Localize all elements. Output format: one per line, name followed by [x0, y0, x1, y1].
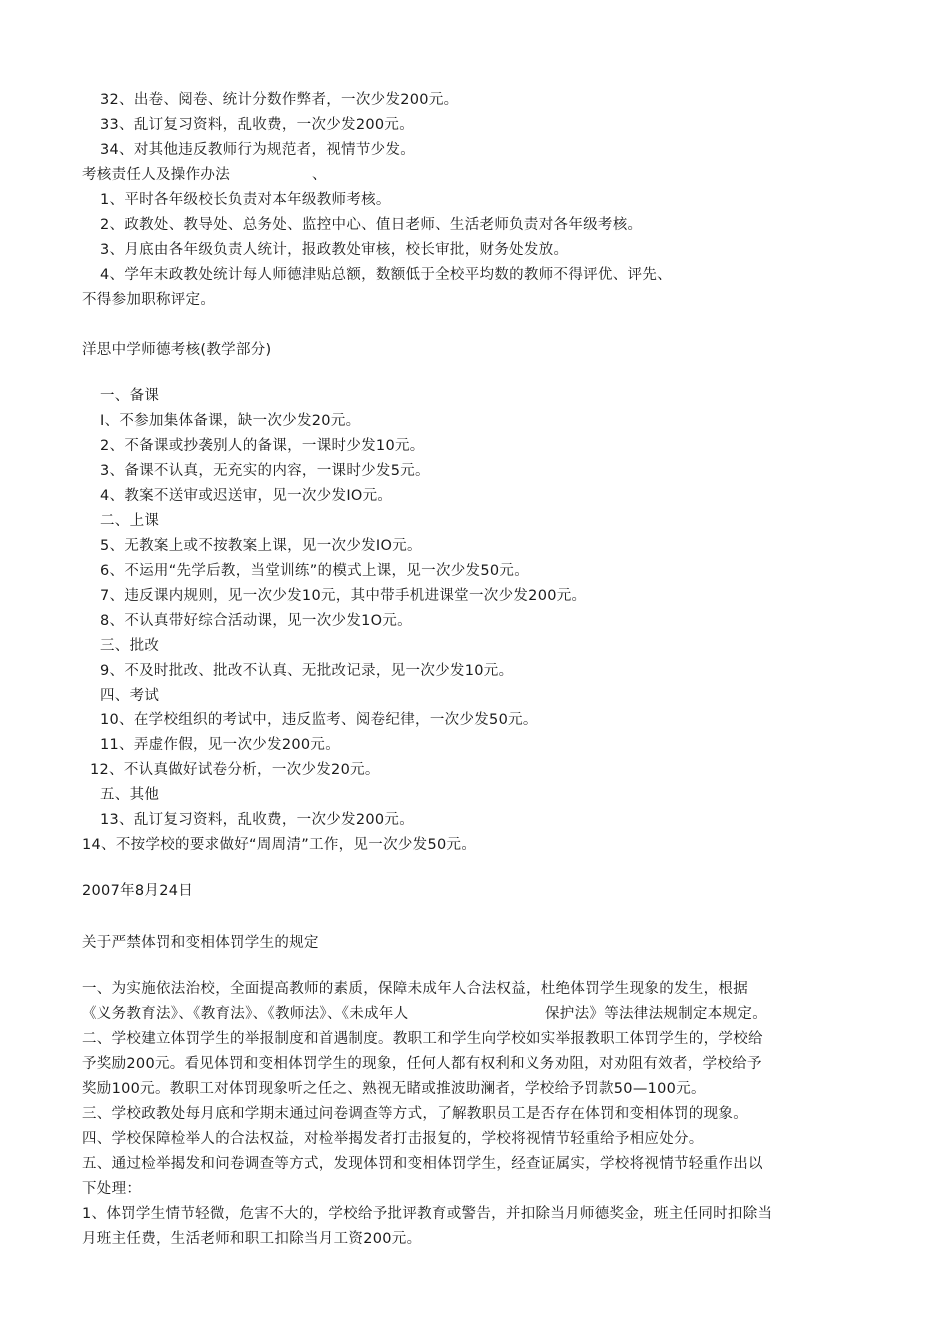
assessment-item: 14、不按学校的要求做好“周周清”工作，见一次少发50元。: [82, 837, 477, 853]
assessment-item: 10、在学校组织的考试中，违反监考、阅卷纪律，一次少发50元。: [100, 712, 538, 728]
assessment-item: 13、乱订复习资料，乱收费，一次少发200元。: [100, 812, 415, 828]
regulation-paragraph-line: 《义务教育法》、《教育法》、《教师法》、《未成年人: [82, 1006, 409, 1022]
rule-item-33: 33、乱订复习资料，乱收费，一次少发200元。: [100, 117, 415, 133]
assessment-item: 11、弄虚作假，见一次少发200元。: [100, 737, 341, 753]
regulation-paragraph-line: 月班主任费，生活老师和职工扣除当月工资200元。: [82, 1231, 422, 1247]
assessment-item: 3、备课不认真，无充实的内容，一课时少发5元。: [100, 463, 430, 479]
assessment-item: 2、不备课或抄袭别人的备课，一课时少发10元。: [100, 438, 425, 454]
regulation-paragraph-line: 二、学校建立体罚学生的举报制度和首遇制度。教职工和学生向学校如实举报教职工体罚学生的，学校给: [82, 1031, 763, 1047]
procedure-step-4: 4、学年末政教处统计每人师德津贴总额，数额低于全校平均数的教师不得评优、评先、: [100, 267, 672, 283]
regulation-paragraph-line: 五、通过检举揭发和问卷调查等方式，发现体罚和变相体罚学生，经查证属实，学校将视情节轻重作出以: [82, 1156, 763, 1172]
assessment-item: I、不参加集体备课，缺一次少发20元。: [100, 413, 361, 429]
procedure-step-3: 3、月底由各年级负责人统计，报政教处审核，校长审批，财务处发放。: [100, 242, 569, 258]
regulation-paragraph-line: 奖励100元。教职工对体罚现象听之任之、熟视无睹或推波助澜者，学校给予罚款50—100元。: [82, 1081, 706, 1097]
regulation-paragraph-line: 予奖励200元。看见体罚和变相体罚学生的现象，任何人都有权利和义务劝阻，对劝阻有效者，学校给予: [82, 1056, 762, 1072]
rule-item-34: 34、对其他违反教师行为规范者，视情节少发。: [100, 142, 416, 158]
assessment-item: 7、违反课内规则，见一次少发10元，其中带手机进课堂一次少发200元。: [100, 588, 587, 604]
category-heading: 二、上课: [100, 513, 160, 529]
regulation-paragraph-line: 三、学校政教处每月底和学期末通过问卷调查等方式，了解教职员工是否存在体罚和变相体罚的现象。: [82, 1106, 748, 1122]
category-heading: 三、批改: [100, 638, 160, 654]
category-heading: 五、其他: [100, 787, 160, 803]
procedure-step-4-continued: 不得参加职称评定。: [82, 292, 216, 308]
heading-mark: 、: [312, 167, 327, 183]
regulation-title: 关于严禁体罚和变相体罚学生的规定: [82, 935, 319, 951]
category-heading: 一、备课: [100, 388, 160, 404]
procedure-step-1: 1、平时各年级校长负责对本年级教师考核。: [100, 192, 391, 208]
regulation-paragraph-line: 四、学校保障检举人的合法权益，对检举揭发者打击报复的，学校将视情节轻重给予相应处分。: [82, 1131, 704, 1147]
assessment-item: 6、不运用“先学后教，当堂训练”的模式上课，见一次少发50元。: [100, 563, 529, 579]
assessment-item: 12、不认真做好试卷分析，一次少发20元。: [90, 762, 380, 778]
regulation-paragraph-line: 下处理：: [82, 1181, 142, 1197]
rule-item-32: 32、出卷、阅卷、统计分数作弊者，一次少发200元。: [100, 92, 459, 108]
assessment-item: 5、无教案上或不按教案上课，见一次少发IO元。: [100, 538, 422, 554]
assessment-item: 9、不及时批改、批改不认真、无批改记录，见一次少发10元。: [100, 663, 514, 679]
assessment-item: 4、教案不送审或迟送审，见一次少发IO元。: [100, 488, 393, 504]
regulation-paragraph-line: 一、为实施依法治校，全面提高教师的素质，保障未成年人合法权益，杜绝体罚学生现象的发生，根据: [82, 981, 748, 997]
category-heading: 四、考试: [100, 688, 160, 704]
regulation-paragraph-line: 1、体罚学生情节轻微，危害不大的，学校给予批评教育或警告，并扣除当月师德奖金，班主任同时扣除当: [82, 1206, 773, 1222]
assessment-item: 8、不认真带好综合活动课，见一次少发1O元。: [100, 613, 412, 629]
procedure-step-2: 2、政教处、教导处、总务处、监控中心、值日老师、生活老师负责对各年级考核。: [100, 217, 643, 233]
assessment-title: 洋思中学师德考核(教学部分): [82, 342, 272, 358]
section-heading-responsibility: 考核责任人及操作办法: [82, 167, 230, 183]
regulation-paragraph-line: 保护法》等法律法规制定本规定。: [545, 1006, 767, 1022]
document-date: 2007年8月24日: [82, 883, 194, 899]
